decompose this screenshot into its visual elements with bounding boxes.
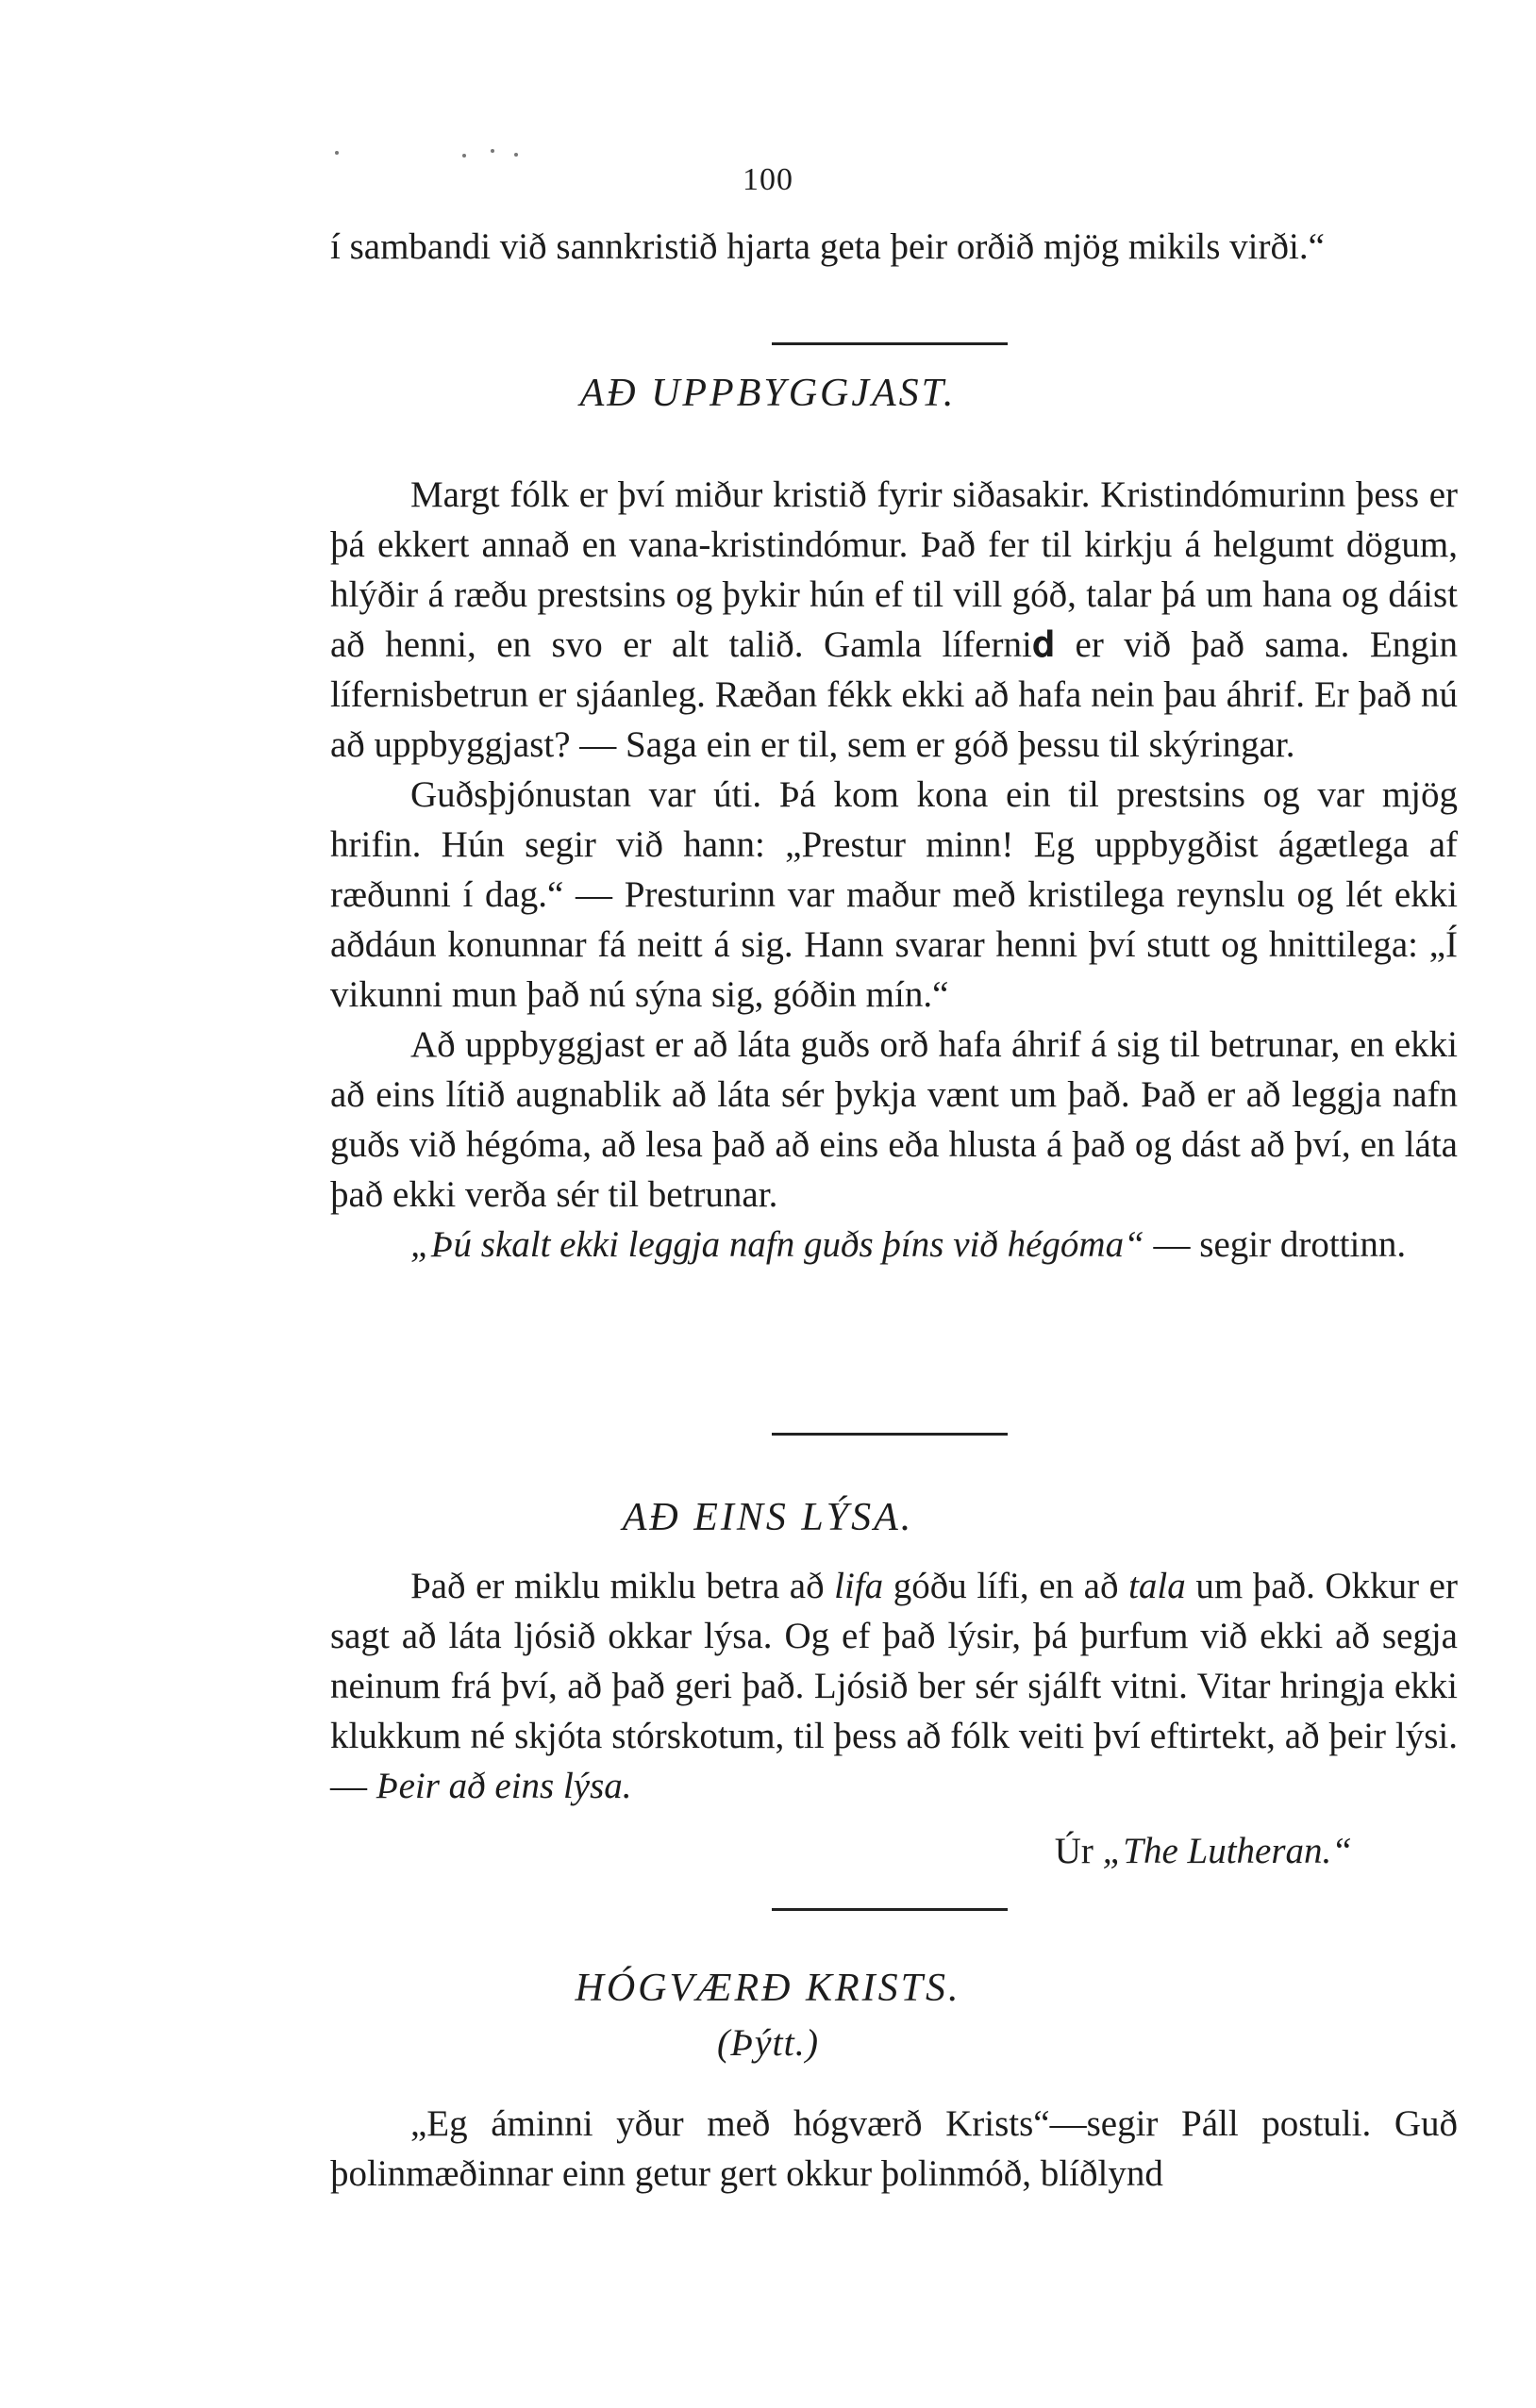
- source-attribution: Úr „The Lutheran.“: [1054, 1831, 1352, 1871]
- intro-text: í sambandi við sannkristið hjarta geta þeir orðið mjög mikils virði.“: [330, 226, 1325, 267]
- section-heading-hogvaerd: HÓGVÆRÐ KRISTS.: [575, 1967, 961, 2010]
- paragraph: Guðsþjónustan var úti. Þá kom kona ein til prestsins og var mjög hrifin. Hún segir við hann: „Prestur minn! Eg uppbygðist ágætlega af ræðunni í dag.“ — Presturinn var maður með kristilega reynslu og lét ekki aðdáun konunnar fá neitt á sig. Hann svarar henni því stutt og hnittilega: „Í vikunni mun það nú sýna sig, góðin mín.“: [330, 774, 1458, 1015]
- scan-speck: [335, 151, 339, 155]
- section-body-hogvaerd: [330, 2099, 1458, 2199]
- scan-speck: [462, 154, 466, 158]
- paragraph: Að uppbyggjast er að láta guðs orð hafa áhrif á sig til betrunar, en ekki að eins lítið augnablik að láta sér þykja vænt um það. Það er að leggja nafn guðs við hégóma, að lesa það að eins eða hlusta á það og dást að því, en láta það ekki verða sér til betrunar.: [330, 1024, 1458, 1215]
- intro-paragraph: [330, 222, 1458, 272]
- section-body-uppbyggjast: [330, 470, 1458, 1270]
- page-number: 100: [743, 162, 793, 197]
- section-heading-eins-lysa: AÐ EINS LÝSA.: [622, 1496, 914, 1539]
- quote-attribution: — segir drottinn.: [1144, 1224, 1407, 1265]
- scripture-quote-paragraph: [330, 1220, 1458, 1270]
- emphasis-tala: tala: [1128, 1566, 1186, 1606]
- section-heading-uppbyggjast: AÐ UPPBYGGJAST.: [579, 372, 957, 415]
- section-divider: [772, 342, 1008, 345]
- scan-speck: [491, 149, 494, 153]
- emphasis-closing: Þeir að eins lýsa.: [376, 1766, 632, 1806]
- section-body-eins-lysa: [330, 1561, 1458, 1811]
- paragraph: „Eg áminni yður með hógværð Krists“—segir Páll postuli. Guð þolinmæðinnar einn getur gert okkur þolinmóð, blíðlynd: [330, 2103, 1458, 2194]
- section-divider: [772, 1908, 1008, 1911]
- paragraph: Margt fólk er því miður kristið fyrir siðasakir. Kristindómurinn þess er þá ekkert annað en vana-kristindómur. Það fer til kirkju á helgumt dögum, hlýðir á ræðu prestsins og þykir hún ef til vill góð, talar þá um hana og dáist að henni, en svo er alt talið. Gamla líferni𝐝 er við það sama. Engin lífernisbetrun er sjáanleg. Ræðan fékk ekki að hafa nein þau áhrif. Er það nú að uppbyggjast? — Saga ein er til, sem er góð þessu til skýringar.: [330, 474, 1458, 765]
- source-title: „The Lutheran.“: [1102, 1831, 1352, 1871]
- section-divider: [772, 1433, 1008, 1436]
- scripture-quote: „Þú skalt ekki leggja nafn guðs þíns við hégóma“: [410, 1224, 1144, 1265]
- paragraph: Það er miklu miklu betra að lifa góðu lífi, en að tala um það. Okkur er sagt að láta ljósið okkar lýsa. Og ef það lýsir, þá þurfum við ekki að segja neinum frá því, að það geri það. Ljósið ber sér sjálft vitni. Vitar hringja ekki klukkum né skjóta stórskotum, til þess að fólk veiti því eftirtekt, að þeir lýsi. — Þeir að eins lýsa.: [330, 1566, 1458, 1806]
- scan-speck: [514, 153, 518, 157]
- emphasis-lifa: lifa: [834, 1566, 884, 1606]
- section-subheading: (Þýtt.): [716, 2021, 820, 2064]
